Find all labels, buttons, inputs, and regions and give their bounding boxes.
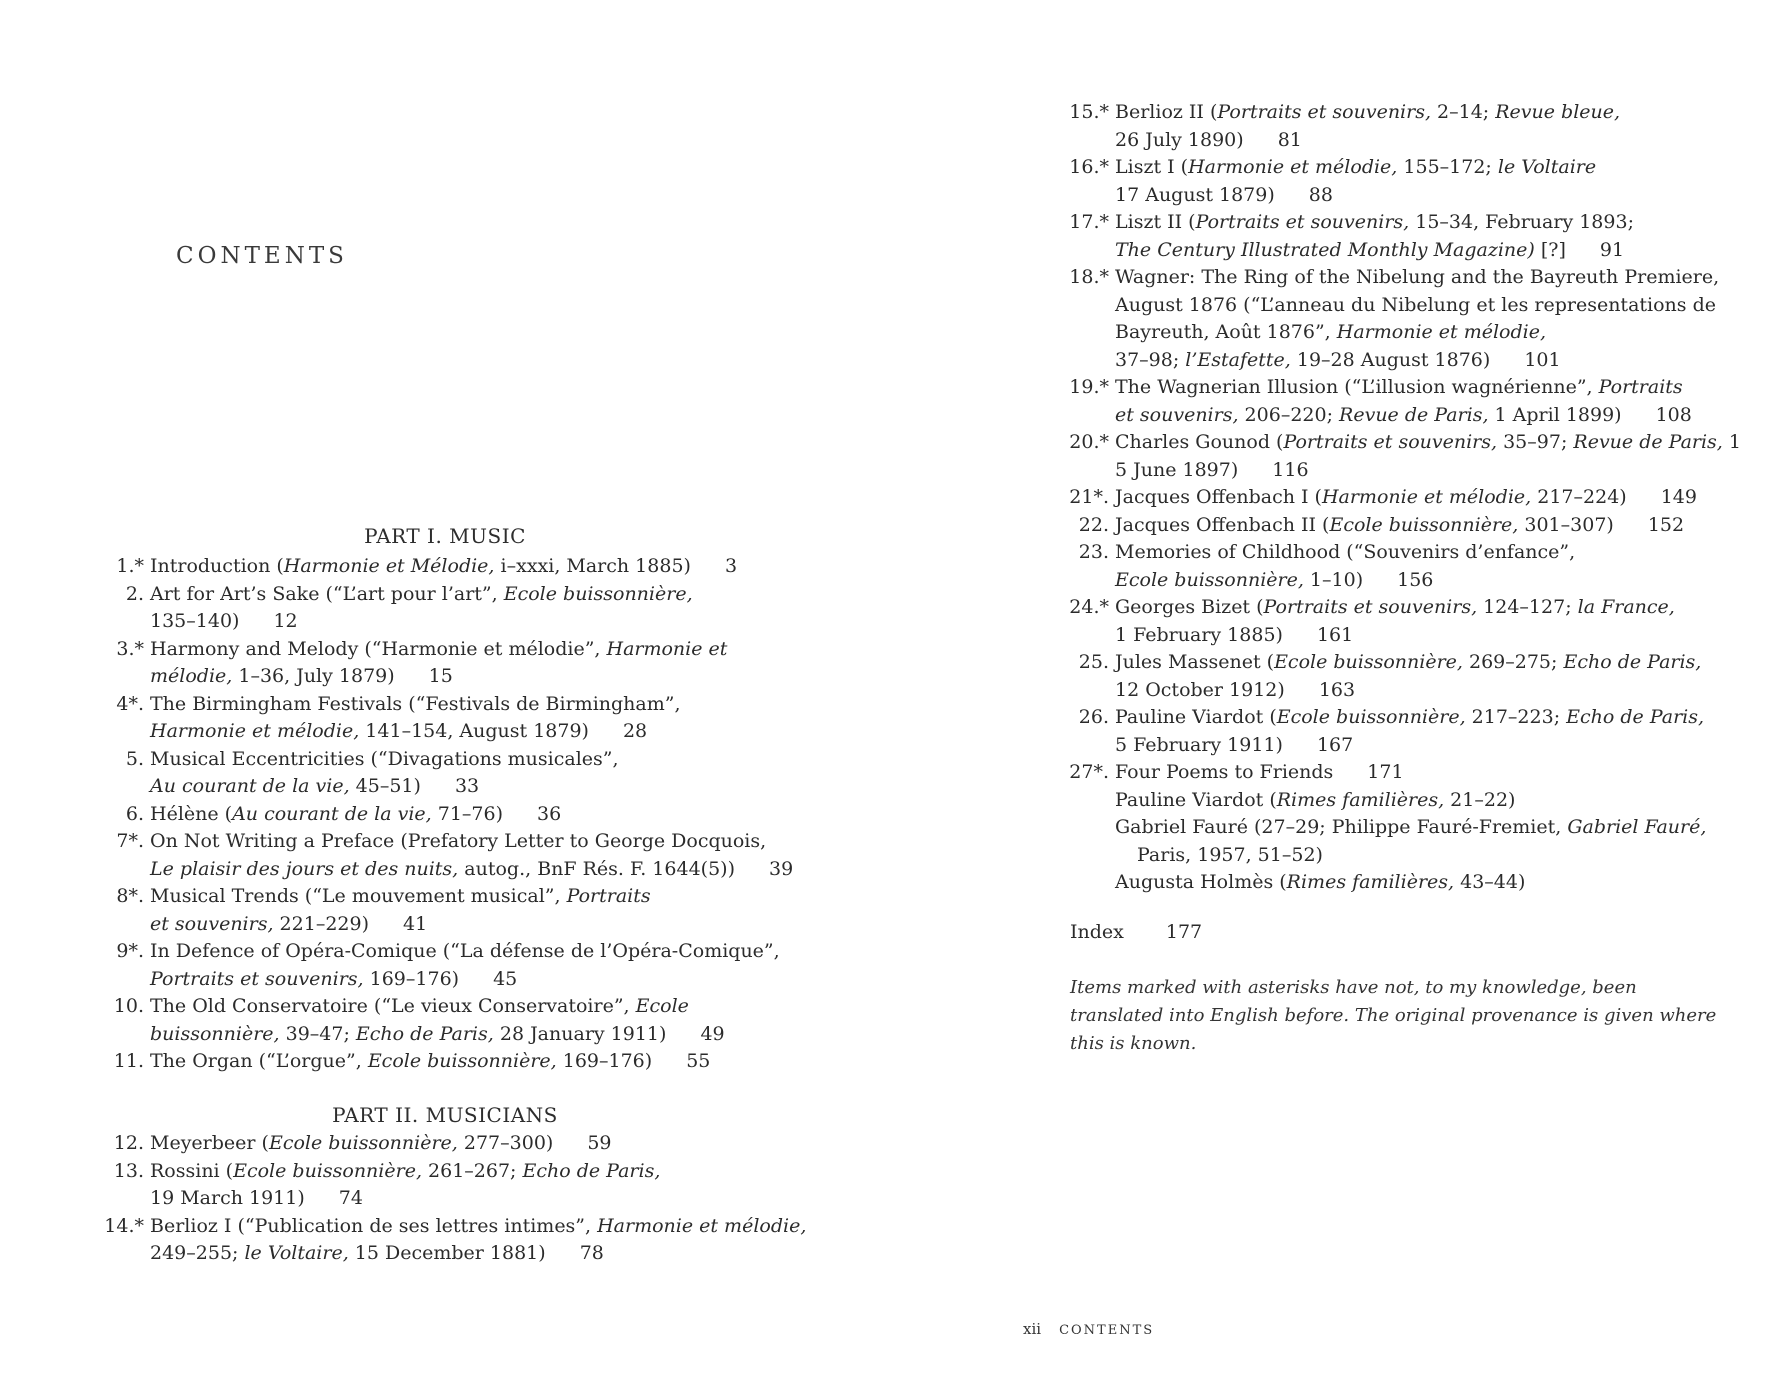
entry-text: 1	[1722, 431, 1741, 453]
entry-text: Wagner: The Ring of the Nibelung and the Bayreuth Premiere,	[1115, 266, 1720, 288]
entry-text: In Defence of Opéra-Comique (“La défense de l’Opéra-Comique”,	[150, 940, 780, 962]
toc-entry	[1065, 704, 1741, 759]
entry-source-title: Revue bleue,	[1495, 101, 1621, 123]
entry-text: Liszt II (	[1115, 211, 1196, 233]
entry-text: 277–300)	[457, 1132, 554, 1154]
entry-line	[150, 718, 793, 746]
entry-source-title: Ecole	[635, 995, 689, 1017]
entry-text: Rossini (	[150, 1159, 234, 1182]
entry-text: 141–154, August 1879)	[359, 720, 589, 742]
entry-text: The Organ (“L’orgue”,	[150, 1050, 368, 1072]
entry-number: 15.*	[1069, 101, 1109, 123]
entry-number: 4*.	[116, 692, 144, 715]
entry-line	[150, 773, 793, 801]
entry-line	[1115, 264, 1741, 292]
toc-entry	[100, 746, 793, 801]
entry-text: Meyerbeer (	[150, 1132, 269, 1154]
entry-number: 5.	[125, 747, 144, 770]
entry-text: 37–98;	[1115, 348, 1186, 371]
entry-line	[150, 856, 793, 884]
entry-text: 124–127;	[1477, 596, 1578, 618]
entry-text: 169–176)	[363, 967, 460, 990]
entry-text: 71–76)	[431, 802, 504, 825]
entry-text: The Old Conservatoire (“Le vieux Conservatoire”,	[150, 995, 636, 1017]
entry-line	[1115, 182, 1741, 210]
entry-source-title: Ecole buissonnière,	[1329, 513, 1519, 536]
entry-source-title: le Voltaire	[1497, 156, 1597, 178]
entry-line	[1115, 429, 1741, 457]
running-head: CONTENTS	[1059, 1323, 1155, 1338]
toc-entry	[100, 1130, 806, 1158]
toc-entry	[1065, 649, 1741, 704]
entry-text: 19 March 1911)	[150, 1187, 305, 1209]
index-label: Index	[1070, 921, 1124, 943]
entry-source-title: Harmonie et mélodie,	[1321, 486, 1532, 508]
entry-text: Liszt I (	[1115, 156, 1189, 178]
entry-source-title: et souvenirs,	[150, 912, 274, 935]
entry-text: 155–172;	[1397, 156, 1498, 178]
entry-page-number: 3	[724, 555, 738, 577]
entry-text: Memories of Childhood (“Souvenirs d’enfance”,	[1115, 541, 1576, 563]
toc-entry	[1065, 484, 1741, 512]
entry-line	[150, 1213, 806, 1241]
entry-text: Musical Eccentricities (“Divagations musicales”,	[150, 747, 619, 770]
entry-source-title: Portraits et souvenirs,	[1195, 211, 1410, 233]
part-two-heading: PART II. MUSICIANS	[332, 1103, 558, 1127]
toc-entry	[1065, 374, 1741, 429]
entry-source-title: Revue de Paris,	[1573, 431, 1723, 453]
entry-number: 8*.	[116, 885, 144, 907]
entry-page-number: 101	[1524, 348, 1561, 371]
entry-line	[150, 663, 793, 691]
entry-source-title: l’Estafette,	[1185, 348, 1291, 371]
entry-source-title: Harmonie et mélodie,	[150, 720, 360, 742]
entry-number: 10.	[113, 995, 144, 1017]
toc-entry	[100, 938, 793, 993]
entry-line	[150, 691, 793, 719]
entry-source-title: Portraits et souvenirs,	[1217, 101, 1431, 123]
entry-source-title: Gabriel Fauré,	[1567, 816, 1707, 838]
entry-text: 39–47;	[279, 1022, 356, 1045]
entry-line	[1115, 869, 1741, 897]
entry-text: 301–307)	[1518, 513, 1614, 536]
entry-line	[1115, 649, 1741, 677]
entry-source-title: Au courant de la vie,	[232, 802, 432, 825]
index-entry	[1070, 921, 1202, 943]
entry-text: 217–223;	[1465, 706, 1567, 728]
toc-entry	[1065, 759, 1741, 897]
entry-source-title: Portraits	[566, 885, 651, 907]
entry-text: Pauline Viardot (	[1115, 706, 1277, 728]
entry-line	[150, 993, 793, 1021]
toc-entry	[100, 883, 793, 938]
entry-line	[150, 1240, 806, 1268]
entry-text: 206–220;	[1238, 403, 1340, 426]
toc-entry	[100, 1048, 793, 1076]
entry-text: 217–224)	[1531, 486, 1627, 508]
entry-page-number: 91	[1599, 238, 1625, 261]
toc-entry	[1065, 429, 1741, 484]
entry-source-title: la France,	[1577, 596, 1675, 618]
toc-entry	[1065, 209, 1741, 264]
toc-entry	[1065, 512, 1741, 540]
entry-number: 27*.	[1069, 761, 1109, 783]
toc-entry	[100, 1158, 806, 1213]
entry-line	[150, 746, 793, 774]
entry-line	[150, 636, 793, 664]
entry-text: Paris, 1957, 51–52)	[1137, 843, 1323, 866]
entry-line	[150, 966, 793, 994]
entry-source-title: The Century Illustrated Monthly Magazine)	[1115, 238, 1535, 261]
entry-text: [?]	[1534, 238, 1566, 261]
entry-text: Bayreuth, Août 1876”,	[1115, 321, 1337, 343]
toc-entry	[100, 993, 793, 1048]
entry-page-number: 55	[686, 1050, 711, 1072]
entry-text: Gabriel Fauré (27–29; Philippe Fauré-Fremiet,	[1115, 816, 1568, 838]
entry-page-number: 149	[1660, 486, 1697, 508]
entry-text: Hélène (	[150, 802, 233, 825]
toc-entry	[100, 828, 793, 883]
entry-page-number: 15	[428, 665, 453, 687]
entry-line	[1115, 484, 1741, 512]
entry-line	[1115, 237, 1741, 265]
entry-source-title: Ecole buissonnière,	[268, 1132, 458, 1154]
entry-number: 20.*	[1069, 431, 1109, 453]
entry-line	[1115, 677, 1741, 705]
entry-text: Art for Art’s Sake (“L’art pour l’art”,	[150, 582, 504, 605]
entry-line	[150, 1048, 793, 1076]
entry-page-number: 12	[273, 610, 298, 632]
entry-text: Introduction (	[150, 555, 284, 577]
entry-number: 3.*	[116, 637, 144, 660]
entry-page-number: 28	[622, 720, 648, 742]
entry-line	[1115, 567, 1741, 595]
toc-entry	[100, 636, 793, 691]
entry-source-title: Ecole buissonnière,	[233, 1159, 422, 1182]
asterisk-note: Items marked with asterisks have not, to my knowledge, been translated into English before. The original provenance is given where this is known.	[1070, 977, 1717, 1054]
entry-source-title: et souvenirs,	[1115, 403, 1239, 426]
entry-line	[1115, 622, 1741, 650]
entry-text: 135–140)	[150, 610, 240, 632]
entry-line	[1115, 787, 1741, 815]
entry-page-number: 78	[579, 1242, 604, 1264]
part-two-entries-left	[100, 1130, 806, 1268]
entry-line	[150, 883, 793, 911]
part-one-heading: PART I. MUSIC	[364, 524, 526, 548]
entry-line	[150, 828, 793, 856]
entry-line	[150, 938, 793, 966]
entry-line	[150, 1130, 806, 1158]
entry-source-title: Au courant de la vie,	[150, 775, 350, 797]
entry-line	[1115, 292, 1741, 320]
entry-line	[1115, 512, 1741, 540]
entry-text: 28 January 1911)	[493, 1022, 667, 1045]
entry-number: 19.*	[1069, 376, 1109, 398]
entry-text: 1–10)	[1303, 568, 1364, 591]
entry-page-number: 116	[1272, 458, 1309, 481]
entry-line	[1115, 374, 1741, 402]
entry-text: Jules Massenet (	[1115, 651, 1275, 673]
entry-number: 24.*	[1069, 596, 1109, 618]
entry-text: 2–14;	[1431, 101, 1496, 123]
entry-source-title: Harmonie et mélodie,	[597, 1214, 807, 1237]
entry-text: 269–275;	[1462, 651, 1564, 673]
toc-entry	[100, 581, 793, 636]
entry-source-title: Portraits	[1598, 376, 1683, 398]
entry-page-number: 163	[1318, 678, 1356, 701]
entry-number: 25.	[1078, 651, 1109, 673]
entry-source-title: mélodie,	[150, 665, 233, 687]
entry-page-number: 156	[1397, 568, 1434, 591]
entry-page-number: 161	[1316, 623, 1354, 646]
entry-text: Augusta Holmès (	[1115, 871, 1287, 893]
entry-line	[150, 801, 793, 829]
entry-line	[1115, 402, 1741, 430]
toc-entry	[1065, 154, 1741, 209]
entry-source-title: Echo de Paris,	[1563, 651, 1702, 673]
entry-page-number: 171	[1367, 761, 1404, 783]
entry-page-number: 49	[700, 1022, 725, 1045]
entry-text: 17 August 1879)	[1115, 183, 1275, 206]
entry-page-number: 39	[768, 857, 794, 880]
folio: xii	[1023, 1320, 1042, 1338]
entry-source-title: Le plaisir des jours et des nuits,	[150, 857, 459, 880]
entry-text: The Wagnerian Illusion (“L’illusion wagnérienne”,	[1115, 376, 1599, 398]
entry-text: i–xxxi, March 1885)	[494, 555, 691, 577]
entry-text: Georges Bizet (	[1115, 596, 1264, 618]
entry-source-title: Portraits et souvenirs,	[1283, 431, 1498, 453]
entry-source-title: Ecole buissonnière,	[1274, 651, 1463, 673]
entry-text: 221–229)	[273, 912, 369, 935]
entry-page-number: 59	[587, 1132, 612, 1154]
entry-text: 1 February 1885)	[1115, 623, 1283, 646]
index-page-number: 177	[1165, 921, 1203, 943]
entry-number: 17.*	[1069, 211, 1109, 233]
entry-line	[1115, 99, 1741, 127]
entry-number: 7*.	[116, 830, 144, 852]
entry-line	[1115, 539, 1741, 567]
toc-entry	[100, 553, 793, 581]
entry-page-number: 33	[454, 775, 480, 797]
entry-text: Charles Gounod (	[1115, 431, 1284, 453]
entry-page-number: 36	[537, 802, 562, 825]
toc-entry	[100, 801, 793, 829]
entry-source-title: Echo de Paris,	[522, 1159, 661, 1182]
toc-entry	[1065, 99, 1741, 154]
entry-source-title: Harmonie et mélodie,	[1188, 156, 1398, 178]
entry-line	[150, 1158, 806, 1186]
entry-text: 5 February 1911)	[1115, 733, 1283, 756]
entry-page-number: 167	[1316, 733, 1354, 756]
entry-text: Pauline Viardot (	[1115, 788, 1277, 811]
entry-page-number: 81	[1277, 128, 1302, 151]
entry-source-title: Ecole buissonnière,	[1276, 706, 1466, 728]
entry-number: 18.*	[1069, 266, 1109, 288]
entry-page-number: 108	[1655, 403, 1692, 426]
entry-number: 11.	[113, 1050, 144, 1072]
entry-number: 14.*	[104, 1214, 144, 1237]
entry-source-title: Revue de Paris,	[1339, 403, 1489, 426]
entry-text: On Not Writing a Preface (Prefatory Letter to George Docquois,	[150, 830, 767, 852]
entry-source-title: buissonnière,	[150, 1022, 280, 1045]
entry-page-number: 45	[493, 967, 518, 990]
entry-text: 26 July 1890)	[1115, 128, 1244, 151]
toc-entry	[100, 691, 793, 746]
entry-line	[1115, 704, 1741, 732]
entry-text: 19–28 August 1876)	[1290, 348, 1491, 371]
part-one-entries	[100, 553, 793, 1076]
entry-line	[150, 1021, 793, 1049]
entry-source-title: le Voltaire,	[244, 1242, 349, 1264]
entry-line	[150, 1185, 806, 1213]
page-footer	[1023, 1320, 1154, 1338]
entry-text: 5 June 1897)	[1115, 458, 1239, 481]
toc-entry	[1065, 594, 1741, 649]
entry-text: 43–44)	[1454, 871, 1526, 893]
entry-source-title: Ecole buissonnière,	[367, 1050, 557, 1072]
toc-entry	[1065, 539, 1741, 594]
entry-line	[1115, 347, 1741, 375]
entry-text: Berlioz II (	[1115, 101, 1218, 123]
entry-number: 16.*	[1069, 156, 1109, 178]
entry-number: 13.	[113, 1159, 144, 1182]
entry-number: 26.	[1078, 706, 1109, 728]
entry-source-title: Echo de Paris,	[1566, 706, 1705, 728]
entry-source-title: Echo de Paris,	[355, 1022, 494, 1045]
entry-source-title: Ecole buissonnière,	[1115, 568, 1304, 591]
part-two-entries-right	[1065, 99, 1741, 897]
entry-number: 23.	[1078, 541, 1109, 563]
entry-number: 21*.	[1069, 486, 1109, 508]
entry-text: The Birmingham Festivals (“Festivals de Birmingham”,	[150, 692, 681, 715]
entry-line	[150, 581, 793, 609]
entry-text: 12 October 1912)	[1115, 678, 1285, 701]
entry-source-title: Rimes familières,	[1276, 788, 1445, 811]
entry-source-title: Harmonie et Mélodie,	[283, 555, 495, 577]
entry-line	[1115, 209, 1741, 237]
entry-text: Musical Trends (“Le mouvement musical”,	[150, 885, 567, 907]
entry-source-title: Harmonie et	[606, 637, 728, 660]
entry-number: 12.	[113, 1132, 144, 1154]
entry-line	[1115, 127, 1741, 155]
entry-line	[150, 608, 793, 636]
entry-line	[1115, 319, 1741, 347]
entry-text: 15–34, February 1893;	[1409, 211, 1634, 233]
entry-page-number: 88	[1308, 183, 1333, 206]
entry-text: 15 December 1881)	[348, 1242, 546, 1264]
entry-line	[1115, 842, 1741, 870]
entry-text: 1–36, July 1879)	[232, 665, 395, 687]
entry-line	[150, 553, 793, 581]
toc-entry	[1065, 264, 1741, 374]
entry-text: 1 April 1899)	[1488, 403, 1622, 426]
entry-number: 9*.	[116, 940, 144, 962]
entry-number: 2.	[125, 582, 144, 605]
entry-text: August 1876 (“L’anneau du Nibelung et les representations de	[1115, 293, 1716, 316]
entry-number: 6.	[125, 802, 144, 825]
entry-source-title: Rimes familières,	[1286, 871, 1455, 893]
entry-line	[1115, 759, 1741, 787]
entry-source-title: Ecole buissonnière,	[503, 582, 693, 605]
entry-text: 45–51)	[349, 775, 421, 797]
entry-line	[1115, 594, 1741, 622]
entry-text: Harmony and Melody (“Harmonie et mélodie”,	[150, 637, 607, 660]
entry-text: 21–22)	[1444, 788, 1516, 811]
entry-text: 35–97;	[1497, 431, 1574, 453]
entry-line	[1115, 732, 1741, 760]
contents-heading: CONTENTS	[176, 243, 348, 269]
entry-line	[1115, 457, 1741, 485]
entry-number: 1.*	[116, 555, 144, 577]
entry-text: 249–255;	[150, 1242, 245, 1264]
entry-page-number: 152	[1647, 513, 1685, 536]
entry-line	[1115, 814, 1741, 842]
entry-text: 169–176)	[556, 1050, 653, 1072]
entry-page-number: 41	[403, 912, 428, 935]
entry-text: Berlioz I (“Publication de ses lettres intimes”,	[150, 1214, 598, 1237]
entry-text: autog., BnF Rés. F. 1644(5))	[458, 857, 735, 880]
toc-entry	[100, 1213, 806, 1268]
entry-source-title: Portraits et souvenirs,	[1263, 596, 1478, 618]
entry-text: Four Poems to Friends	[1115, 761, 1334, 783]
entry-number: 22.	[1078, 513, 1109, 536]
entry-text: 261–267;	[421, 1159, 523, 1182]
entry-line	[1115, 154, 1741, 182]
entry-line	[150, 911, 793, 939]
entry-source-title: Portraits et souvenirs,	[150, 967, 364, 990]
entry-text: Jacques Offenbach II (	[1115, 513, 1330, 536]
entry-text: Jacques Offenbach I (	[1115, 486, 1322, 508]
entry-page-number: 74	[338, 1187, 363, 1209]
entry-source-title: Harmonie et mélodie,	[1336, 321, 1547, 343]
